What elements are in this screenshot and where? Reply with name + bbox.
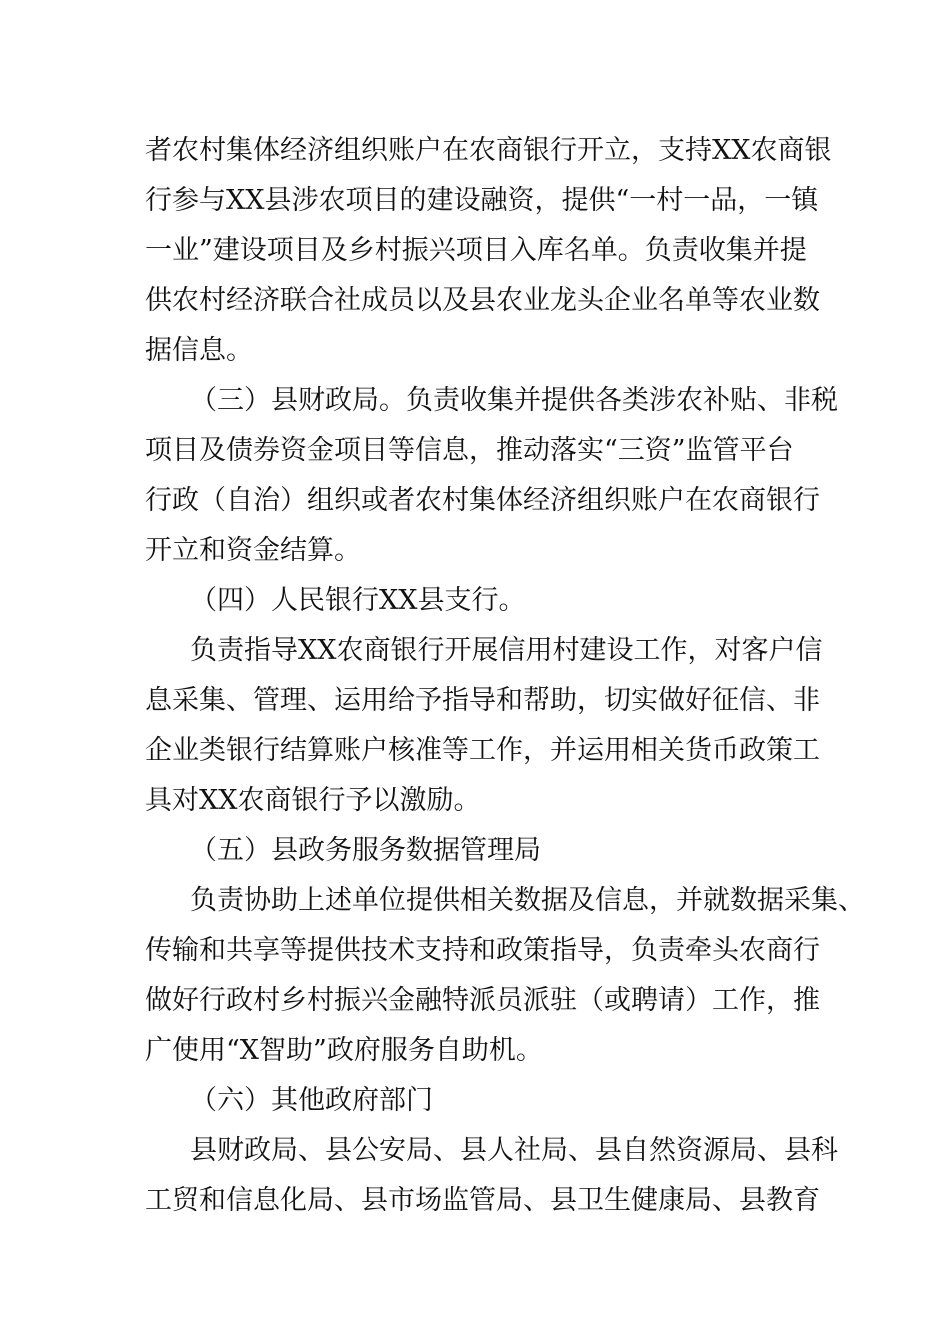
- text-line: 做好行政村乡村振兴金融特派员派驻（或聘请）工作，推: [145, 985, 820, 1016]
- text-line: 企业类银行结算账户核准等工作，并运用相关货币政策工: [145, 735, 820, 766]
- text-line: 传输和共享等提供技术支持和政策指导，负责牵头农商行: [145, 935, 820, 966]
- text-line: 行政（自治）组织或者农村集体经济组织账户在农商银行: [145, 485, 820, 516]
- text-line: 据信息。: [145, 335, 253, 366]
- section-heading-6: （六）其他政府部门: [190, 1085, 433, 1116]
- section-heading-4: （四）人民银行XX县支行。: [190, 585, 526, 616]
- text-line: 具对XX农商银行予以激励。: [145, 785, 481, 816]
- text-line: 负责指导XX农商银行开展信用村建设工作，对客户信: [190, 635, 823, 666]
- text-line: 县财政局、县公安局、县人社局、县自然资源局、县科: [190, 1135, 838, 1166]
- text-line: 项目及债券资金项目等信息，推动落实“三资”监管平台: [145, 435, 794, 466]
- text-line: 行参与XX县涉农项目的建设融资，提供“一村一品，一镇: [145, 185, 819, 216]
- text-line: 工贸和信息化局、县市场监管局、县卫生健康局、县教育: [145, 1185, 820, 1216]
- section-heading-3: （三）县财政局。负责收集并提供各类涉农补贴、非税: [190, 385, 838, 416]
- text-line: 负责协助上述单位提供相关数据及信息，并就数据采集、: [190, 885, 865, 916]
- text-line: 供农村经济联合社成员以及县农业龙头企业名单等农业数: [145, 285, 820, 316]
- text-line: 广使用“X智助”政府服务自助机。: [145, 1035, 543, 1066]
- text-line: 息采集、管理、运用给予指导和帮助，切实做好征信、非: [145, 685, 820, 716]
- text-line: 者农村集体经济组织账户在农商银行开立，支持XX农商银: [145, 135, 832, 166]
- text-line: 一业”建设项目及乡村振兴项目入库名单。负责收集并提: [145, 235, 807, 266]
- section-heading-5: （五）县政务服务数据管理局: [190, 835, 541, 866]
- text-line: 开立和资金结算。: [145, 535, 361, 566]
